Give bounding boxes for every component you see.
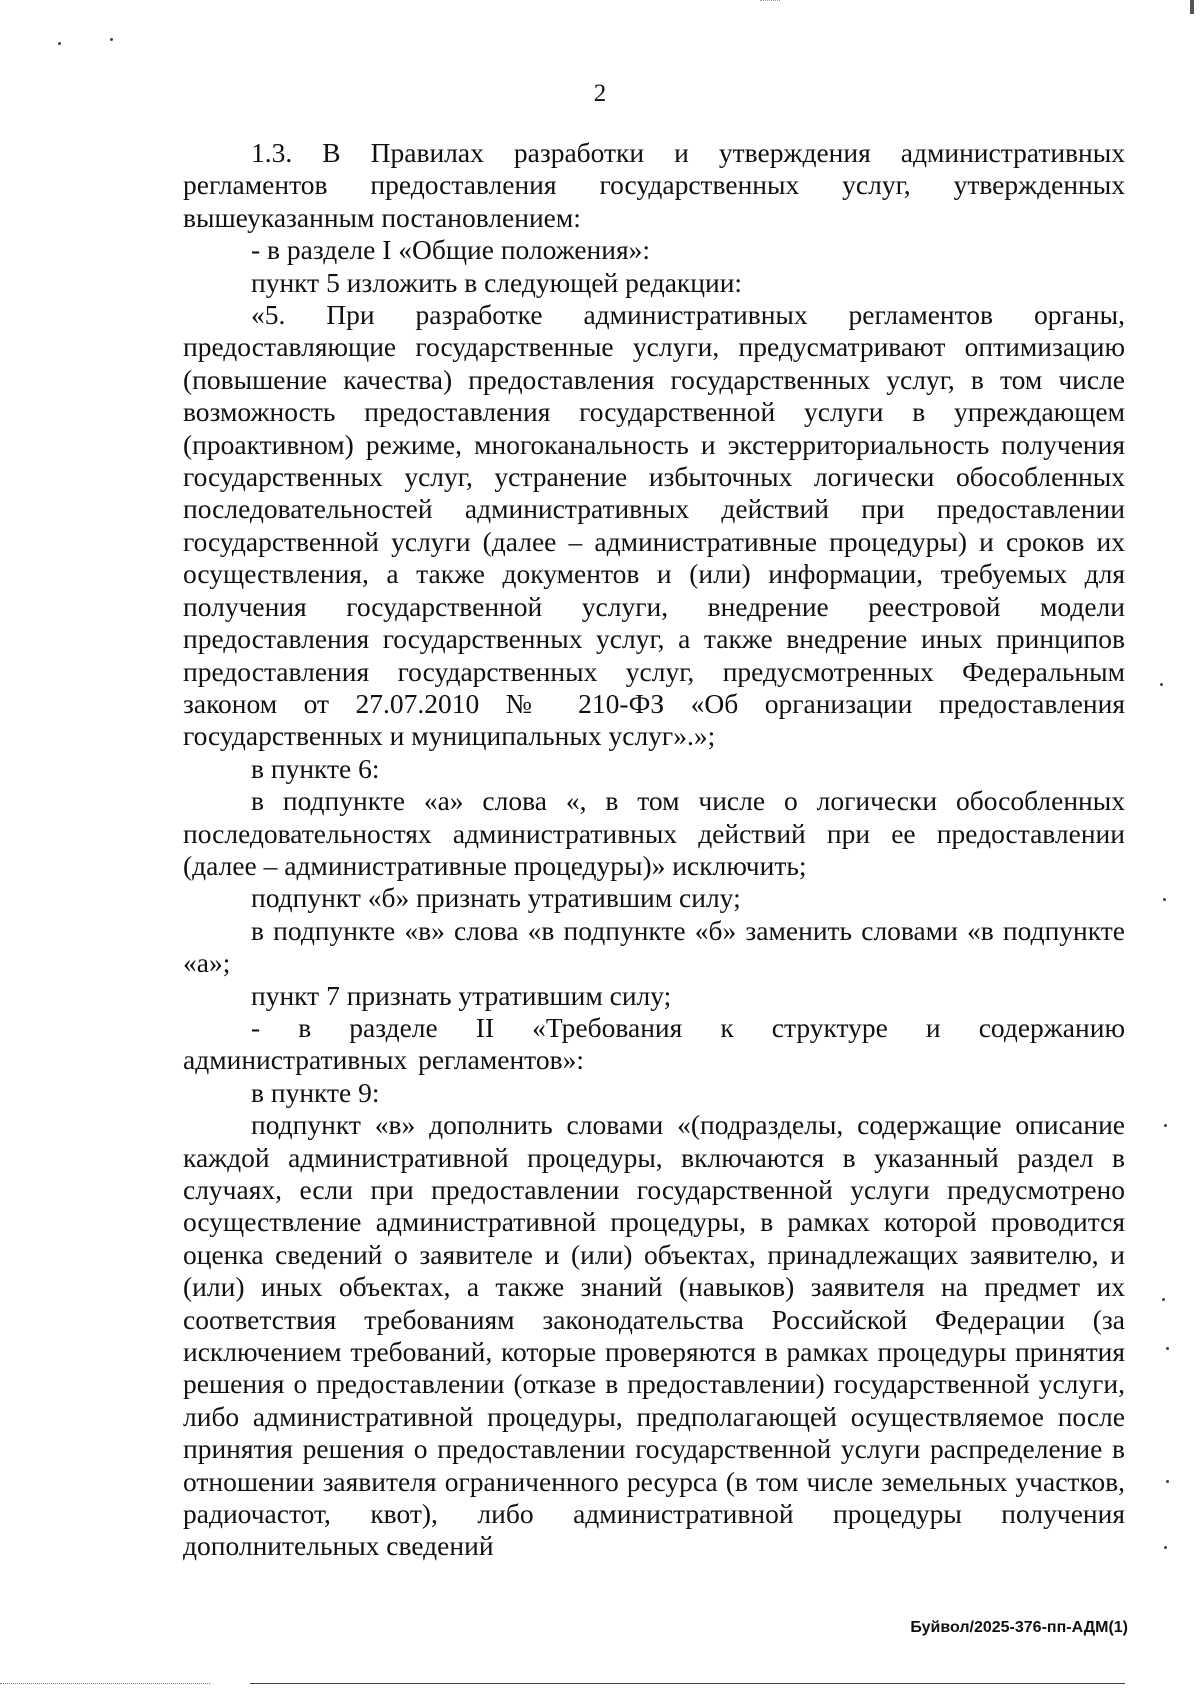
scan-artifact-bottom-left	[0, 1683, 210, 1684]
scan-artifact-top	[760, 0, 780, 7]
paragraph: - в разделе II «Требования к структуре и содержанию административных регламентов»:	[183, 1011, 1125, 1076]
paragraph: - в разделе I «Общие положения»:	[251, 234, 651, 266]
bottom-rule	[250, 1683, 1125, 1684]
document-reference-code: Буйвол/2025-376-пп-АДМ(1)	[910, 1619, 1128, 1636]
paragraph: в пункте 6:	[251, 752, 380, 784]
document-body	[183, 137, 1125, 1563]
scan-artifact-right-edge	[1190, 0, 1194, 14]
scan-speck	[1166, 1480, 1169, 1483]
paragraph: «5. При разработке административных регламентов органы, предоставляющие государственные услуги, предусматривают оптимизацию (повышение качества) предоставления государственных услуг, в том числе возможность предоставления государственной услуги в упреждающем (проактивном) режиме, многоканальность и экстерриториальность получения государственных услуг, устранение избыточных логически обособленных последовательностей административных действий при предоставлении государственной услуги (далее – административные процедуры) и сроков их осуществления, а также документов и (или) информации, требуемых для получения государственной услуги, внедрение реестровой модели предоставления государственных услуг, а также внедрение иных принципов предоставления государственных услуг, предусмотренных Федеральным законом от 27.07.2010 № 210-ФЗ «Об организации предоставления государственных и муниципальных услуг».»;	[183, 299, 1125, 752]
scan-speck	[1166, 1347, 1169, 1350]
scan-speck	[1163, 898, 1166, 901]
paragraph: пункт 7 признать утратившим силу;	[251, 979, 672, 1011]
paragraph: подпункт «б» признать утратившим силу;	[251, 882, 741, 914]
paragraph: в подпункте «а» слова «, в том числе о логически обособленных последовательностях административных действий при ее предоставлении (далее – административные процедуры)» исключить;	[183, 785, 1125, 881]
paragraph: в пункте 9:	[251, 1076, 380, 1108]
paragraph: в подпункте «в» слова «в подпункте «б» заменить словами «в подпункте «а»;	[183, 914, 1125, 979]
paragraph: 1.3. В Правилах разработки и утверждения административных регламентов предоставления государственных услуг, утвержденных вышеуказанным постановлением:	[183, 137, 1125, 233]
page-number: 2	[593, 80, 607, 107]
scan-speck	[1160, 683, 1163, 686]
scan-speck	[1162, 1298, 1165, 1301]
scan-speck	[1164, 1124, 1167, 1127]
scan-speck	[58, 42, 61, 45]
scan-speck	[110, 38, 113, 41]
paragraph: подпункт «в» дополнить словами «(подразделы, содержащие описание каждой административной процедуры, включаются в указанный раздел в случаях, если при предоставлении государственной услуги предусмотрено осуществление административной процедуры, в рамках которой проводится оценка сведений о заявителе и (или) объектах, принадлежащих заявителю, и (или) иных объектах, а также знаний (навыков) заявителя на предмет их соответствия требованиям законодательства Российской Федерации (за исключением требований, которые проверяются в рамках процедуры принятия решения о предоставлении (отказе в предоставлении) государственной услуги, либо административной процедуры, предполагающей осуществляемое после принятия решения о предоставлении государственной услуги распределение в отношении заявителя ограниченного ресурса (в том числе земельных участков, радиочастот, квот), либо административной процедуры получения дополнительных сведений	[183, 1109, 1125, 1562]
paragraph: пункт 5 изложить в следующей редакции:	[251, 266, 743, 298]
scan-speck	[1164, 1546, 1167, 1549]
